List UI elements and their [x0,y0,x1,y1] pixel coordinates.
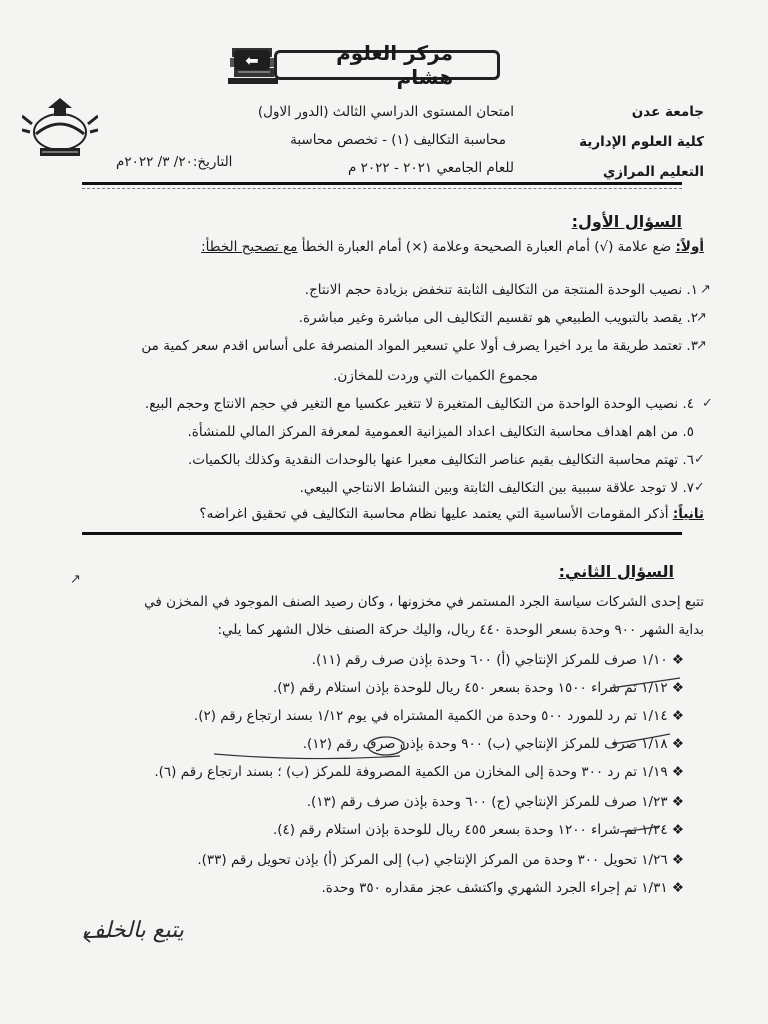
q1-statement-2: ٢. يقصد بالتبويب الطبيعي هو تقسيم التكاليف الى مباشرة وغير مباشرة. [298,310,698,326]
q2-intro-1: تتبع إحدى الشركات سياسة الجرد المستمر في مخزونها ، وكان رصيد الصنف الموجود في المخزن في [144,594,704,610]
q1-part-two [199,506,704,522]
q1-title: السؤال الأول: [571,212,682,231]
banner-title-box [274,41,500,89]
transaction-text: ١/٢٦ تحويل ٣٠٠ وحدة من المركز الإنتاجي (ب) إلى المركز (أ) بإذن تحويل رقم (٣٣). [197,852,668,868]
faculty-name: كلية العلوم الإدارية [579,134,704,150]
q1-instruction-suffix: مع تصحيح الخطأ: [201,239,298,255]
q1-part-two-text: أذكر المقومات الأساسية التي يعتمد عليها نظام محاسبة التكاليف في تحقيق اغراضه؟ [199,506,669,522]
diamond-bullet-icon: ❖ [667,708,684,724]
diamond-bullet-icon: ❖ [667,764,684,780]
handwritten-circle [210,732,410,762]
q1-part-two-prefix: ثانياً: [672,506,704,522]
q1-statement-3-cont: مجموع الكميات التي وردت للمخازن. [333,368,538,384]
q1-divider [82,532,682,535]
diamond-bullet-icon: ❖ [667,852,684,868]
handwritten-arrow-icon [80,930,110,944]
q1-statement-7: ٧. لا توجد علاقة سببية بين التكاليف الثابتة وبين النشاط الانتاجي البيعي. [299,480,694,496]
transaction-text: ١/١٢ تم شراء ١٥٠٠ وحدة بسعر ٤٥٠ ريال للوحدة بإذن استلام رقم (٣). [272,680,668,696]
handwritten-mark: ✓ [694,452,705,467]
diamond-bullet-icon: ❖ [667,736,684,752]
q1-instruction [201,239,704,255]
q2-intro-2: بداية الشهر ٩٠٠ وحدة بسعر الوحدة ٤٤٠ ريال، واليك حركة الصنف خلال الشهر كما يلي: [217,622,704,638]
exam-date: التاريخ:٢٠/ ٣/ ٢٠٢٢م [116,154,233,170]
handwritten-mark: ↗ [696,310,707,325]
university-emblem-icon [22,94,98,162]
handwritten-mark: ✓ [702,396,713,411]
transaction-text: ١/١٤ تم رد للمورد ٥٠٠ وحدة من الكمية المشتراه في يوم ١/١٢ بسند ارتجاع رقم (٢). [193,708,668,724]
handwritten-continue-note: يتبع بالخلف [82,918,184,943]
diamond-bullet-icon: ❖ [667,794,684,810]
diamond-bullet-icon: ❖ [667,652,684,668]
academic-year: للعام الجامعي ٢٠٢١ - ٢٠٢٢ م [348,160,514,176]
transaction-text: ١/١٩ تم رد ٣٠٠ وحدة إلى المخازن من الكمية المصروفة للمركز (ب) ؛ بسند ارتجاع رقم (٦). [154,764,668,780]
subject-title: محاسبة التكاليف (١) - تخصص محاسبة [290,132,506,148]
header-divider [82,182,682,185]
q1-statement-4: ٤. نصيب الوحدة الواحدة من التكاليف المتغيرة لا تتغير عكسيا مع التغير في حجم الانتاج وحجم البيع. [144,396,694,412]
banner-title: مركز العلوم هشام [336,41,453,89]
exam-title: امتحان المستوى الدراسي الثالث (الدور الاول) [257,104,514,120]
q1-statement-6: ٦. تهتم محاسبة التكاليف بقيم عناصر التكاليف معبرا عنها بالوحدات النقدية وكذلك بالكميات. [187,452,694,468]
transaction-text: ١/١٨ صرف للمركز الإنتاجي (ب) ٩٠٠ وحدة بإذن صرف رقم (١٢). [302,736,668,752]
transaction-text: ١/٣١ تم إجراء الجرد الشهري واكتشف عجز مقداره ٣٥٠ وحدة. [321,880,668,896]
q1-instruction-text: ضع علامة (√) أمام العبارة الصحيحة وعلامة (×) أمام العبارة الخطأ [301,239,672,255]
left-arrow-icon: ⬅ [234,50,270,70]
transaction-text: ١/٢٣ صرف للمركز الإنتاجي (ج) ٦٠٠ وحدة بإذن صرف رقم (١٣). [306,794,668,810]
q1-statement-1: ١. نصيب الوحدة المنتجة من التكاليف الثابتة تنخفض بزيادة حجم الانتاج. [304,282,698,298]
handwritten-strokes [600,640,690,880]
transaction-row [322,880,685,896]
handwritten-mark: ↗ [696,338,707,353]
q2-title: السؤال الثاني: [558,562,674,581]
q1-statement-3: ٣. تعتمد طريقة ما يرد اخيرا يصرف أولا علي تسعير المواد المنصرفة على أساس اقدم سعر كمية من [141,338,698,354]
university-name: جامعة عدن [631,104,704,120]
banner [228,41,502,89]
program-name: التعليم المرازي [602,164,704,180]
diamond-bullet-icon: ❖ [667,822,684,838]
handwritten-mark: ✓ [694,480,705,495]
diamond-bullet-icon: ❖ [667,680,684,696]
q1-statement-5: ٥. من اهم اهداف محاسبة التكاليف اعداد الميزانية العمومية لمعرفة المركز المالي للمنشأة. [187,424,694,440]
transaction-text: ١/١٠ صرف للمركز الإنتاجي (أ) ٦٠٠ وحدة بإذن صرف رقم (١١). [311,652,668,668]
header-divider-dotted [82,188,682,189]
q1-instruction-prefix: أولاً: [675,239,704,255]
handwritten-arrow-icon: ↗ [70,572,81,587]
handwritten-mark: ↗ [700,282,711,297]
diamond-bullet-icon: ❖ [667,880,684,896]
transaction-text: ١/٢٤ تم شراء ١٢٠٠ وحدة بسعر ٤٥٥ ريال للوحدة بإذن استلام رقم (٤). [272,822,668,838]
